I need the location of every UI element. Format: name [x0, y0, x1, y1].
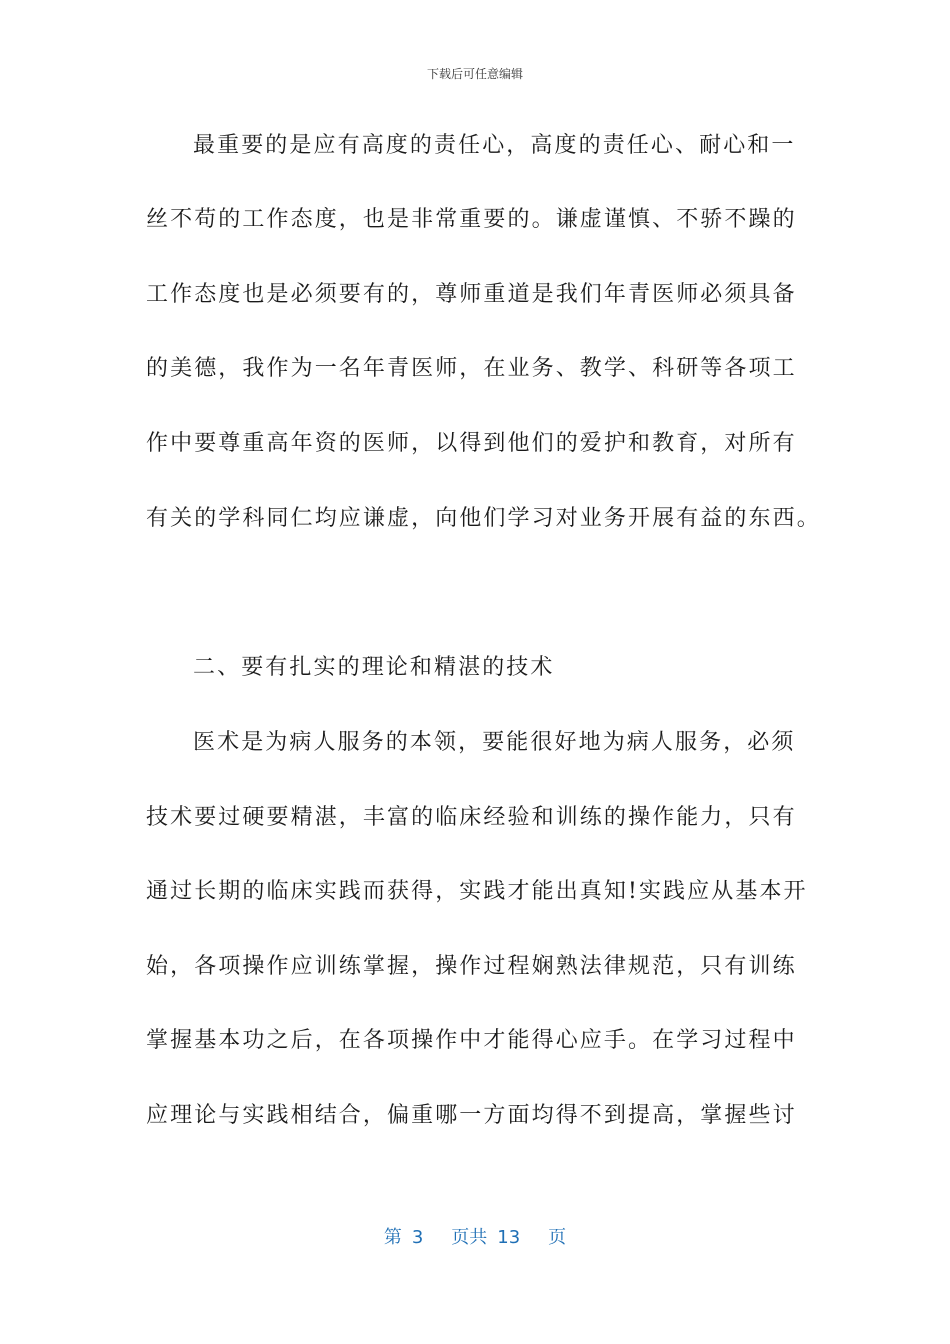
footer-middle: 页共 [451, 1227, 488, 1248]
footer-total-pages: 13 [497, 1227, 521, 1248]
paragraph-line: 丝不苟的工作态度，也是非常重要的。谦虚谨慎、不骄不躁的 [146, 207, 797, 232]
section-heading: 二、要有扎实的理论和精湛的技术 [193, 655, 555, 680]
paragraph-line: 作中要尊重高年资的医师，以得到他们的爱护和教育，对所有 [146, 431, 797, 456]
footer-prefix: 第 [383, 1227, 402, 1248]
paragraph-line: 应理论与实践相结合，偏重哪一方面均得不到提高，掌握些讨 [146, 1103, 797, 1128]
paragraph-line: 始，各项操作应训练掌握，操作过程娴熟法律规范，只有训练 [146, 954, 797, 979]
paragraph-line: 掌握基本功之后，在各项操作中才能得心应手。在学习过程中 [146, 1028, 797, 1053]
paragraph-line: 技术要过硬要精湛，丰富的临床经验和训练的操作能力，只有 [146, 805, 797, 830]
paragraph-line: 工作态度也是必须要有的，尊师重道是我们年青医师必须具备 [146, 282, 797, 307]
page-header: 下载后可任意编辑 [426, 67, 523, 81]
footer-page-number: 3 [411, 1227, 424, 1248]
paragraph-line: 有关的学科同仁均应谦虚，向他们学习对业务开展有益的东西。 [146, 506, 821, 531]
page-footer [0, 1227, 950, 1249]
paragraph-line: 的美德，我作为一名年青医师，在业务、教学、科研等各项工 [146, 356, 797, 381]
footer-suffix: 页 [548, 1227, 567, 1248]
paragraph-line: 医术是为病人服务的本领，要能很好地为病人服务，必须 [193, 730, 796, 755]
paragraph-line: 最重要的是应有高度的责任心，高度的责任心、耐心和一 [193, 133, 796, 158]
paragraph-line: 通过长期的临床实践而获得，实践才能出真知!实践应从基本开 [146, 879, 808, 904]
